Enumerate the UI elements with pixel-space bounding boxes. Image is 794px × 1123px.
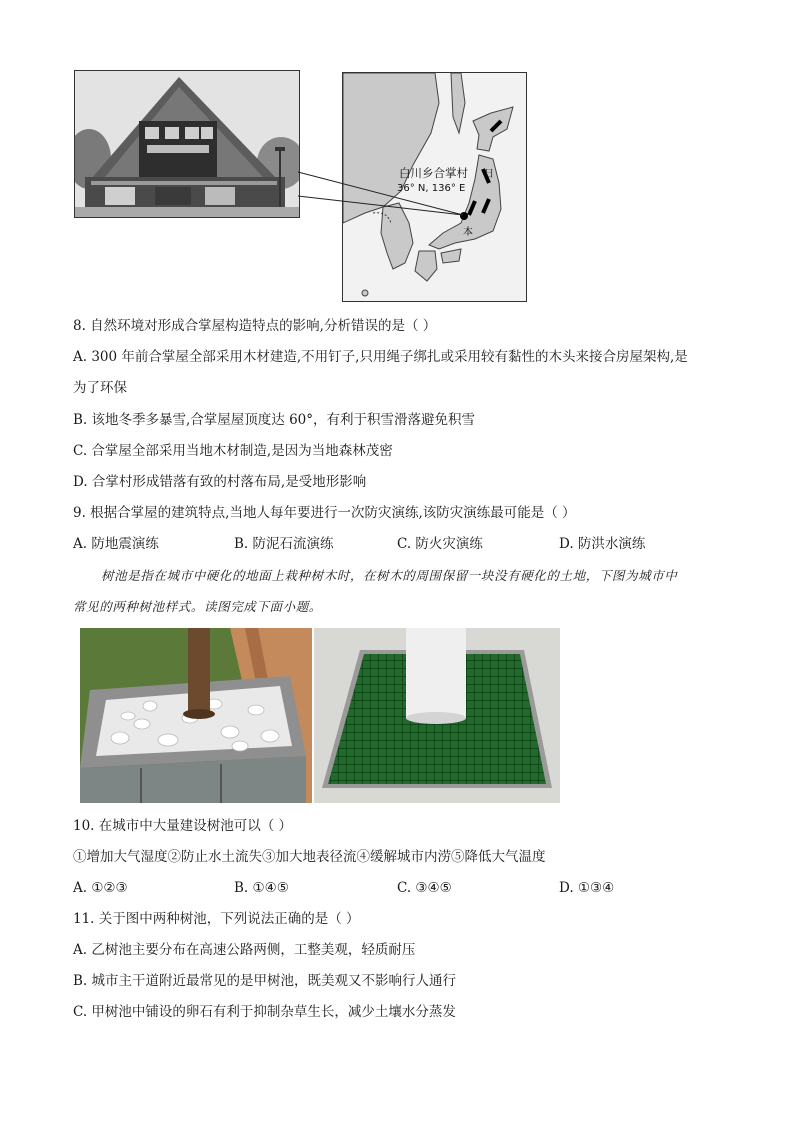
q9-stem: 9. 根据合掌屋的建筑特点,当地人每年要进行一次防灾演练,该防灾演练最可能是（ ） (73, 505, 576, 521)
q9-option-a: A. 防地震演练 (73, 536, 159, 552)
q10-items: ①增加大气湿度②防止水土流失③加大地表径流④缓解城市内涝⑤降低大气温度 (73, 849, 546, 865)
q8-option-b: B. 该地冬季多暴雪,合掌屋屋顶度达 60°，有利于积雪滑落避免积雪 (73, 412, 476, 428)
q10-option-c: C. ③④⑤ (397, 880, 452, 896)
q8-option-a-line2: 为了环保 (73, 380, 127, 396)
q8-option-d: D. 合掌村形成错落有致的村落布局,是受地形影响 (73, 474, 367, 490)
q11-option-a: A. 乙树池主要分布在高速公路两侧，工整美观，轻质耐压 (73, 942, 416, 958)
q11-option-c: C. 甲树池中铺设的卵石有利于抑制杂草生长，减少土壤水分蒸发 (73, 1004, 456, 1020)
q8-option-c: C. 合掌屋全部采用当地木材制造,是因为当地森林茂密 (73, 443, 393, 459)
japan-label-ri: 日 (484, 169, 494, 180)
tree-pit-pebble-photo (80, 628, 312, 803)
passage-line2: 常见的两种树池样式。读图完成下面小题。 (73, 599, 322, 614)
pebble-pit-illustration (80, 628, 312, 803)
q9-option-d: D. 防洪水演练 (559, 536, 646, 552)
grate-pit-illustration (314, 628, 560, 803)
q11-option-b: B. 城市主干道附近最常见的是甲树池，既美观又不影响行人通行 (73, 973, 457, 989)
village-name-label: 白川乡合掌村 (399, 166, 468, 180)
q11-stem: 11. 关于图中两种树池，下列说法正确的是（ ） (73, 911, 360, 927)
q8-option-a-line1: A. 300 年前合掌屋全部采用木材建造,不用钉子,只用绳子绑扎或采用较有黏性的木头来接合房屋架构,是 (73, 349, 688, 365)
q9-option-c: C. 防火灾演练 (397, 536, 483, 552)
passage-line1: 树池是指在城市中硬化的地面上栽种树木时，在树木的周围保留一块没有硬化的土地，下图为城市中 (101, 568, 678, 583)
q8-stem: 8. 自然环境对形成合掌屋构造特点的影响,分析错误的是（ ） (73, 318, 437, 334)
q10-option-d: D. ①③④ (559, 880, 615, 896)
japan-label-ben: 本 (463, 227, 473, 238)
village-coords-label: 36° N, 136° E (397, 183, 466, 194)
q9-option-b: B. 防泥石流演练 (234, 536, 334, 552)
q10-stem: 10. 在城市中大量建设树池可以（ ） (73, 818, 293, 834)
q10-option-a: A. ①②③ (73, 880, 128, 896)
q10-option-b: B. ①④⑤ (234, 880, 289, 896)
tree-pit-grate-photo (314, 628, 560, 803)
connector-lines (0, 0, 794, 320)
